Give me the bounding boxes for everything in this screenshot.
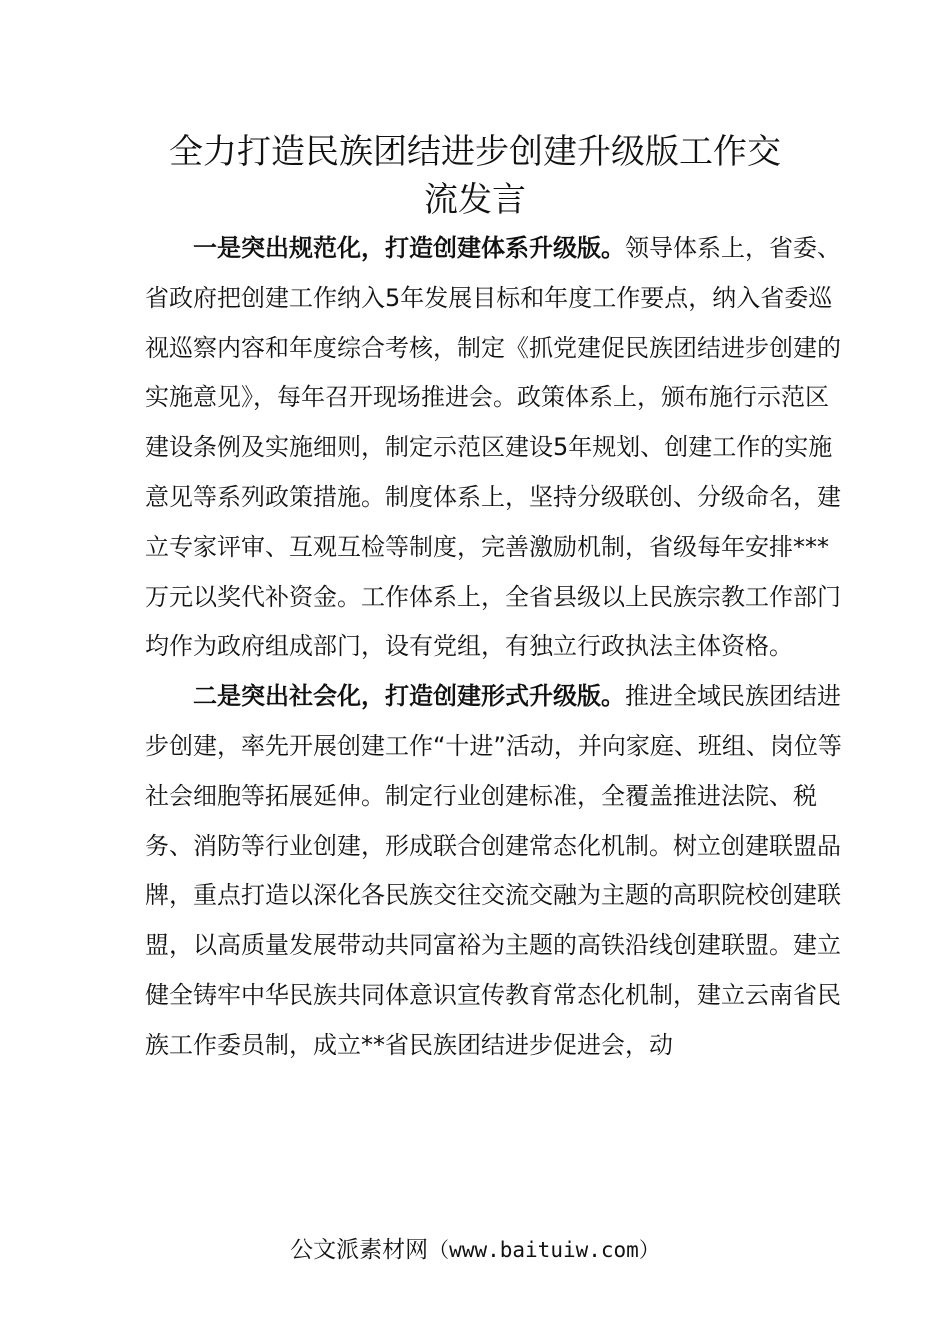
- footer-site-name: 公文派素材网: [290, 1237, 429, 1263]
- paragraph-2-lead: 二是突出社会化，打造创建形式升级版。: [193, 682, 625, 711]
- paragraph-2-text: 推进全域民族团结进步创建，率先开展创建工作“十进”活动，并向家庭、班组、岗位等社会细胞等拓展延伸。制定行业创建标准，全覆盖推进法院、税务、消防等行业创建，形成联合创建常态化机制。树立创建联盟品牌，重点打造以深化各民族交往交流交融为主题的高职院校创建联盟，以高质量发展带动共同富裕为主题的高铁沿线创建联盟。建立健全铸牢中华民族共同体意识宣传教育常态化机制，建立云南省民族工作委员制，成立**省民族团结进步促进会，动: [145, 682, 842, 1059]
- document-title: [120, 128, 830, 224]
- footer-watermark: [0, 1234, 950, 1266]
- footer-url: （www.baituiw.com）: [428, 1238, 660, 1262]
- paragraph-1-text: 领导体系上，省委、省政府把创建工作纳入5年发展目标和年度工作要点，纳入省委巡视巡察内容和年度综合考核，制定《抓党建促民族团结进步创建的实施意见》，每年召开现场推进会。政策体系上，颁布施行示范区建设条例及实施细则，制定示范区建设5年规划、创建工作的实施意见等系列政策措施。制度体系上，坚持分级联创、分级命名，建立专家评审、互观互检等制度，完善激励机制，省级每年安排***万元以奖代补资金。工作体系上，全省县级以上民族宗教工作部门均作为政府组成部门，设有党组，有独立行政执法主体资格。: [145, 234, 841, 661]
- paragraph-1: [145, 224, 845, 672]
- paragraph-1-lead: 一是突出规范化，打造创建体系升级版。: [193, 234, 625, 262]
- document-body: [145, 224, 845, 1071]
- title-line-1: 全力打造民族团结进步创建升级版工作交: [169, 132, 781, 172]
- paragraph-2: [145, 672, 845, 1070]
- title-line-2: 流发言: [424, 180, 526, 220]
